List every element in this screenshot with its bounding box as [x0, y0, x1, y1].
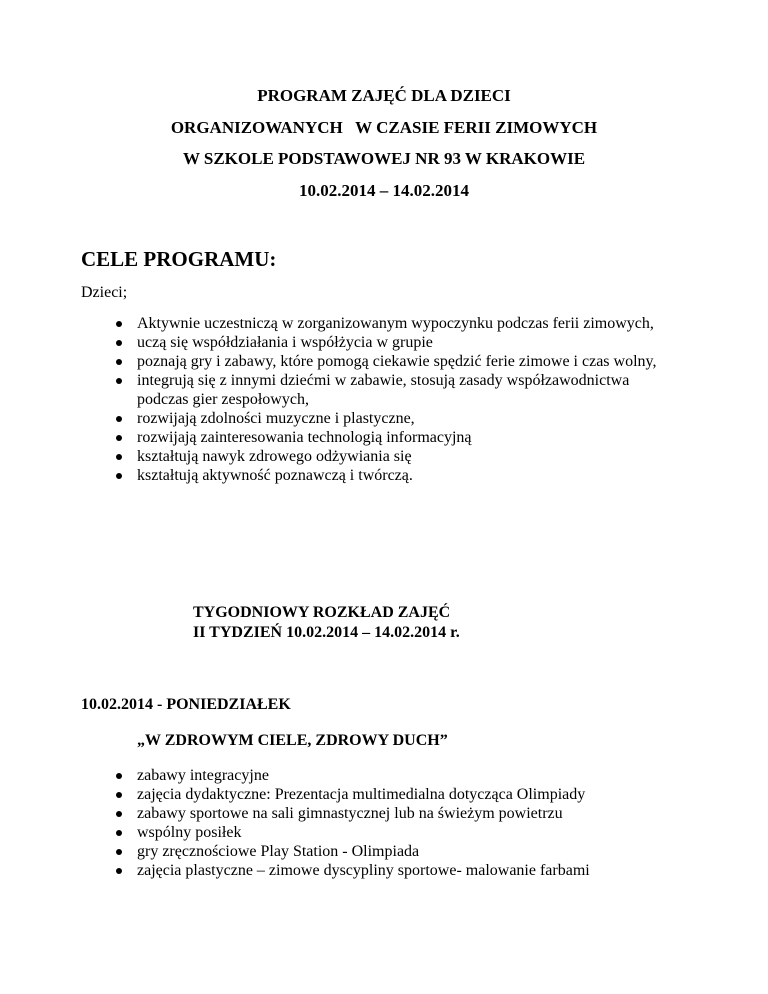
bullet-icon	[116, 340, 122, 346]
bullet-icon	[116, 830, 122, 836]
bullet-icon	[116, 473, 122, 479]
title-line-2: ORGANIZOWANYCH W CZASIE FERII ZIMOWYCH	[170, 117, 598, 137]
schedule-week: II TYDZIEŃ 10.02.2014 – 14.02.2014 r.	[193, 624, 460, 641]
goals-list	[81, 314, 662, 485]
goal-text: uczą się współdziałania i współżycia w grupie	[137, 334, 433, 351]
goal-item	[81, 466, 662, 485]
bullet-icon	[116, 416, 122, 422]
title-line-3: W SZKOLE PODSTAWOWEJ NR 93 W KRAKOWIE	[182, 149, 586, 168]
day-heading: 10.02.2014 - PONIEDZIAŁEK	[81, 696, 291, 713]
bullet-icon	[116, 811, 122, 817]
schedule-heading	[193, 603, 460, 643]
bullet-icon	[116, 454, 122, 460]
bullet-icon	[116, 435, 122, 441]
goal-text: Aktywnie uczestniczą w zorganizowanym wypoczynku podczas ferii zimowych,	[137, 315, 654, 332]
title-line-1: PROGRAM ZAJĘĆ DLA DZIECI	[257, 86, 511, 105]
goal-item	[81, 371, 662, 409]
goal-item	[81, 333, 662, 352]
day-motto: „W ZDROWYM CIELE, ZDROWY DUCH”	[137, 732, 448, 749]
goal-text: integrują się z innymi dziećmi w zabawie, stosują zasady współzawodnictwa podczas gier zespołowych,	[137, 372, 630, 408]
bullet-icon	[116, 378, 122, 384]
activity-text: wspólny posiłek	[137, 824, 242, 841]
activity-item	[81, 766, 697, 785]
goal-text: rozwijają zainteresowania technologią informacyjną	[137, 429, 472, 446]
goal-item	[81, 447, 662, 466]
activity-text: zabawy sportowe na sali gimnastycznej lub na świeżym powietrzu	[137, 805, 563, 822]
activity-item	[81, 823, 697, 842]
activity-text: zajęcia plastyczne – zimowe dyscypliny sportowe- malowanie farbami	[137, 862, 590, 879]
title-dates: 10.02.2014 – 14.02.2014	[299, 180, 469, 200]
activity-text: zabawy integracyjne	[137, 767, 269, 784]
goal-text: poznają gry i zabawy, które pomogą ciekawie spędzić ferie zimowe i czas wolny,	[137, 353, 657, 370]
activity-text: gry zręcznościowe Play Station - Olimpiada	[137, 843, 420, 860]
goals-heading: CELE PROGRAMU:	[81, 247, 277, 271]
goals-intro: Dzieci;	[81, 284, 128, 301]
activity-item	[81, 804, 697, 823]
bullet-icon	[116, 792, 122, 798]
schedule-title: TYGODNIOWY ROZKŁAD ZAJĘĆ	[193, 604, 451, 621]
goal-text: kształtują aktywność poznawczą i twórczą.	[137, 467, 413, 484]
bullet-icon	[116, 849, 122, 855]
activity-item	[81, 861, 697, 880]
activity-text: zajęcia dydaktyczne: Prezentacja multimedialna dotycząca Olimpiady	[137, 786, 586, 803]
goal-item	[81, 314, 662, 333]
program-title	[0, 80, 768, 206]
activity-item	[81, 785, 697, 804]
bullet-icon	[116, 321, 122, 327]
bullet-icon	[116, 773, 122, 779]
goal-item	[81, 409, 662, 428]
activity-item	[81, 842, 697, 861]
goal-item	[81, 428, 662, 447]
bullet-icon	[116, 868, 122, 874]
goal-item	[81, 352, 662, 371]
activities-list	[81, 766, 697, 880]
goal-text: kształtują nawyk zdrowego odżywiania się	[137, 448, 412, 465]
bullet-icon	[116, 359, 122, 365]
goal-text: rozwijają zdolności muzyczne i plastyczne,	[137, 410, 415, 427]
